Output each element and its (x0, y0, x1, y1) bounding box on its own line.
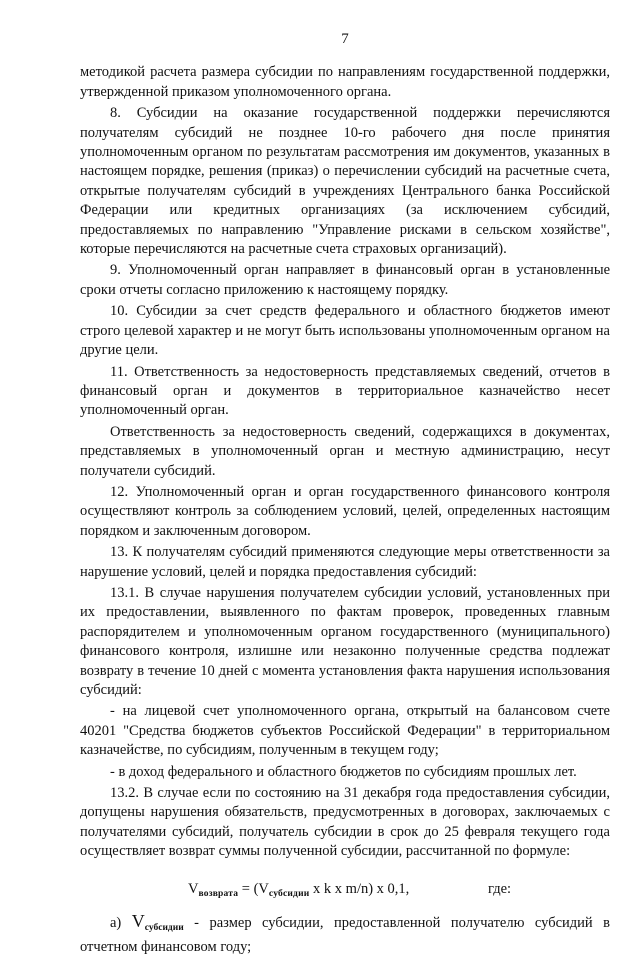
return-formula (188, 880, 409, 904)
formula-rhs-rest: x k x m/n) x 0,1, (309, 880, 410, 897)
definition-v-subsidy (80, 912, 610, 957)
paragraph-8: 8. Субсидии на оказание государственной поддержки перечисляются получателям субсидий не позднее 10-го рабочего дня после принятия уполномоченным органом по результатам рассмотрения им документов, указанных в настоящем порядке, решения (приказ) о перечислении субсидий на расчетные счета, открытые получателям субсидий в учреждениях Центрального банка Российской Федерации или кредитных организациях (за исключением субсидий, предоставляемых по направлению "Управление рисками в сельском хозяйстве", которые перечисляются на расчетные счета страховых организаций). (80, 105, 610, 258)
definition-text: - размер субсидии, предоставленной получателю субсидий в отчетном финансовом году; (80, 914, 611, 956)
list-item-budget-income: - в доход федерального и областного бюджетов по субсидиям прошлых лет. (110, 763, 577, 780)
paragraph-11-responsibility: Ответственность за недостоверность сведений, содержащихся в документах, представляемых в уполномоченный орган и местную администрацию, несут получатели субсидий. (80, 423, 610, 479)
definition-symbol: V (131, 910, 145, 931)
formula-equals-open: = (V (238, 880, 269, 897)
paragraph-11: 11. Ответственность за недостоверность представляемых сведений, отчетов в финансовый орган и документов в территориальное казначейство несет уполномоченный орган. (80, 363, 610, 419)
formula-lhs-subscript: возврата (198, 888, 239, 899)
formula-row (80, 876, 610, 902)
definition-prefix: а) (110, 914, 132, 931)
list-item-personal-account: - на лицевой счет уполномоченного органа, открытый на балансовом счете 40201 "Средства бюджетов субъектов Российской Федерации" в территориальном казначействе, по субсидиям, полученным в текущем году; (80, 703, 610, 759)
paragraph-13-1: 13.1. В случае нарушения получателем субсидии условий, установленных при их предоставлении, выявленного по фактам проверок, проведенных главным распорядителем и уполномоченным органом государственного (муниципального) финансового контроля, излишне или незаконно полученные средства подлежат возврату в течение 10 дней с момента установления факта нарушения использования субсидий: (80, 584, 610, 698)
formula-lhs-symbol: V (188, 880, 199, 897)
paragraph-13-2: 13.2. В случае если по состоянию на 31 декабря года предоставления субсидии, допущены нарушения обязательств, предусмотренных в договорах, заключаемых с получателями субсидий, получатель субсидии в срок до 25 февраля текущего года осуществляет возврат суммы полученной субсидии, рассчитанной по формуле: (80, 785, 610, 860)
paragraph-10: 10. Субсидии за счет средств федерального и областного бюджетов имеют строго целевой характер и не могут быть использованы уполномоченным органом на другие цели. (80, 303, 610, 359)
paragraph-13: 13. К получателям субсидий применяются следующие меры ответственности за нарушение условий, целей и порядка предоставления субсидий: (80, 544, 610, 580)
paragraph-12: 12. Уполномоченный орган и орган государственного финансового контроля осуществляют контроль за соблюдением условий, целей, определенных настоящим порядком и заключенным договором. (80, 483, 610, 539)
page-number: 7 (341, 31, 349, 47)
definition-subscript: субсидии (144, 922, 184, 933)
formula-where-label: где: (488, 880, 512, 897)
paragraph-9: 9. Уполномоченный орган направляет в финансовый орган в установленные сроки отчеты согласно приложению к настоящему порядку. (80, 262, 610, 298)
paragraph-continuation: методикой расчета размера субсидии по направлениям государственной поддержки, утвержденной приказом уполномоченного органа. (80, 64, 610, 100)
formula-rhs-subscript: субсидии (268, 888, 310, 899)
document-page (80, 30, 610, 957)
